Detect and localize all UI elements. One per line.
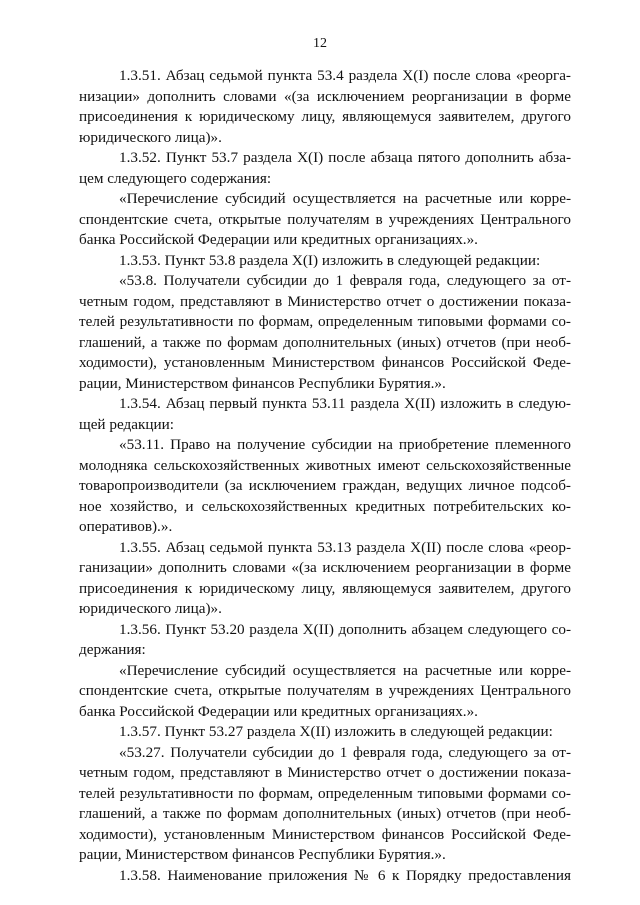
text-line: 1.3.57. Пункт 53.27 раздела X(II) изложить в следующей редакции: — [119, 723, 553, 740]
text-line: глашений, а также по формам дополнительных (иных) отчетов (при необ- — [79, 805, 571, 822]
text-line: телей результативности по формам, определенным типовыми формами со- — [79, 313, 571, 330]
text-line: «Перечисление субсидий осуществляется на расчетные или корре- — [119, 661, 571, 679]
text-line: рации, Министерством финансов Республики Бурятия.». — [79, 374, 446, 392]
text-line: товаропроизводители (за исключением граждан, ведущих личное подсоб- — [79, 477, 571, 494]
text-line: низации» дополнить словами «(за исключением реорганизации в форме — [79, 87, 571, 105]
text-line: ное хозяйство, и сельскохозяйственных кредитных потребительских ко- — [79, 497, 571, 515]
text-line: банка Российской Федерации или кредитных организациях.». — [79, 702, 478, 720]
text-line: банка Российской Федерации или кредитных организациях.». — [79, 231, 478, 248]
text-line: «Перечисление субсидий осуществляется на расчетные или корре- — [119, 190, 571, 207]
text-line: 1.3.53. Пункт 53.8 раздела X(I) изложить в следующей редакции: — [119, 251, 541, 269]
text-line: четным годом, представляют в Министерство отчет о достижении показа- — [79, 764, 571, 781]
text-line: рации, Министерством финансов Республики Бурятия.». — [79, 846, 446, 863]
page-number: 12 — [313, 36, 327, 51]
text-line: ходимости), установленным Министерством финансов Российской Феде- — [79, 354, 571, 371]
text-line: ходимости), установленным Министерством финансов Российской Феде- — [79, 825, 571, 843]
text-line: телей результативности по формам, определенным типовыми формами со- — [79, 784, 571, 802]
text-line: 1.3.54. Абзац первый пункта 53.11 раздела X(II) изложить в следую- — [119, 395, 571, 412]
text-line: 1.3.55. Абзац седьмой пункта 53.13 раздела X(II) после слова «реор- — [119, 538, 571, 556]
text-line: «53.8. Получатели субсидии до 1 февраля года, следующего за от- — [119, 272, 571, 289]
text-line: ганизации» дополнить словами «(за исключением реорганизации в форме — [79, 559, 571, 576]
text-line: присоединения к юридическому лицу, являющемуся заявителем, другого — [79, 579, 571, 597]
text-line: 1.3.51. Абзац седьмой пункта 53.4 раздела X(I) после слова «реорга- — [119, 67, 571, 84]
text-line: молодняка сельскохозяйственных животных имеют сельскохозяйственные — [79, 456, 571, 474]
text-line: цем следующего содержания: — [79, 169, 272, 187]
text-line: «53.27. Получатели субсидии до 1 февраля года, следующего за от- — [119, 743, 571, 761]
text-line: щей редакции: — [79, 415, 174, 433]
text-line: присоединения к юридическому лицу, являющемуся заявителем, другого — [79, 108, 571, 125]
text-line: спондентские счета, открытые получателям в учреждениях Центрального — [79, 210, 571, 228]
text-line: 1.3.56. Пункт 53.20 раздела X(II) дополнить абзацем следующего со- — [119, 620, 571, 638]
document-body — [79, 66, 571, 886]
text-line: 1.3.52. Пункт 53.7 раздела X(I) после абзаца пятого дополнить абза- — [119, 149, 571, 166]
text-line: оперативов).». — [79, 518, 173, 535]
text-line: 1.3.58. Наименование приложения № 6 к Порядку предоставления — [119, 866, 571, 884]
text-line: держания: — [79, 641, 146, 658]
text-line: спондентские счета, открытые получателям в учреждениях Центрального — [79, 682, 571, 699]
text-line: юридического лица)». — [79, 600, 222, 617]
text-line: «53.11. Право на получение субсидии на приобретение племенного — [119, 436, 571, 453]
text-line: глашений, а также по формам дополнительных (иных) отчетов (при необ- — [79, 333, 571, 351]
text-line: четным годом, представляют в Министерство отчет о достижении показа- — [79, 292, 571, 310]
text-line: юридического лица)». — [79, 128, 222, 146]
